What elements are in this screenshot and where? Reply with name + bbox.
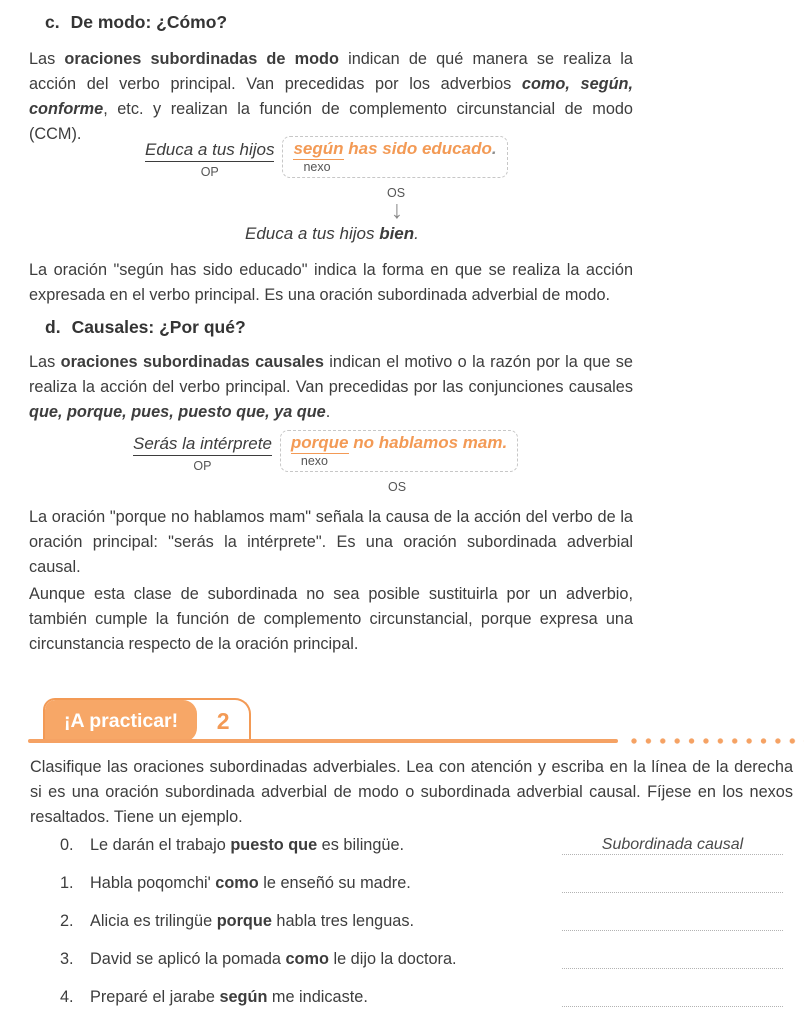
practice-badge-number: 2: [216, 707, 230, 734]
section-d-heading: [45, 317, 246, 338]
subordinate-clause: según has sido educado.: [293, 139, 497, 158]
example-diagram-modo: [145, 140, 508, 244]
os-label: OS: [388, 480, 407, 494]
item-number: 0.: [60, 836, 74, 854]
example-diagram-causal: [133, 434, 518, 494]
section-title: Causales: ¿Por qué?: [71, 317, 246, 337]
main-clause: Educa a tus hijos: [145, 140, 274, 162]
section-d-intro: Las oraciones subordinadas causales indican el motivo o la razón por la que se realiza la acción del verbo principal. Van precedidas por las conjunciones causales que, porque, pues, puesto que, ya que.: [29, 353, 633, 421]
op-label: OP: [193, 459, 212, 473]
main-clause-group: [145, 140, 274, 179]
section-letter: c.: [45, 12, 60, 32]
section-title: De modo: ¿Cómo?: [70, 12, 228, 32]
answer-line: [562, 866, 783, 893]
subordinate-clause-box: [282, 136, 507, 178]
item-text: Le darán el trabajo puesto que es bilingüe.: [90, 836, 405, 854]
divider-line: [28, 739, 618, 743]
exercise-item: [60, 988, 783, 1013]
practice-badge-label: ¡A practicar!: [45, 700, 197, 742]
item-text: Habla poqomchi' como le enseñó su madre.: [90, 874, 411, 892]
item-text: Preparé el jarabe según me indicaste.: [90, 988, 368, 1006]
subordinate-clause-box: [280, 430, 518, 472]
op-label: OP: [200, 165, 219, 179]
section-c-intro: Las oraciones subordinadas de modo indican de qué manera se realiza la acción del verbo principal. Van precedidas por los adverbios como, según, conforme, etc. y realizan la función de complemento circunstancial de modo (CCM).: [29, 50, 633, 143]
answer-line: [562, 980, 783, 1007]
exercise-item: [60, 950, 783, 975]
section-letter: d.: [45, 317, 61, 337]
subordinate-clause: porque no hablamos mam.: [290, 433, 508, 452]
result-sentence: Educa a tus hijos bien.: [245, 224, 419, 243]
item-text: David se aplicó la pomada como le dijo la doctora.: [90, 950, 457, 968]
exercise-item: [60, 836, 783, 861]
exercise-item: [60, 874, 783, 899]
section-c-heading: [45, 12, 227, 33]
answer-text: Subordinada causal: [601, 836, 744, 853]
item-number: 3.: [60, 950, 74, 968]
main-clause-group: [133, 434, 272, 473]
main-clause: Serás la intérprete: [133, 434, 272, 456]
answer-line: [562, 904, 783, 931]
section-c-explanation: La oración "según has sido educado" indica la forma en que se realiza la acción expresada en el verbo principal. Es una oración subordinada adverbial de modo.: [29, 261, 633, 304]
section-d-note: Aunque esta clase de subordinada no sea posible sustituirla por un adverbio, también cumple la función de complemento circunstancial, porque expresa una circunstancia respecto de la oración principal.: [29, 585, 633, 653]
item-text: Alicia es trilingüe porque habla tres lenguas.: [90, 912, 414, 930]
nexo-label: nexo: [303, 160, 331, 174]
section-d-explanation: La oración "porque no hablamos mam" señala la causa de la acción del verbo de la oración principal: "serás la intérprete". Es una oración subordinada adverbial causal.: [29, 508, 633, 576]
nexo-label: nexo: [300, 454, 329, 468]
exercise-item: [60, 912, 783, 937]
item-number: 4.: [60, 988, 74, 1006]
practice-badge: [43, 698, 251, 742]
os-label: OS: [387, 186, 406, 200]
answer-line: [562, 828, 783, 855]
item-number: 1.: [60, 874, 74, 892]
down-arrow-icon: ↓: [390, 196, 404, 224]
item-number: 2.: [60, 912, 74, 930]
exercise-list: [60, 836, 783, 1024]
divider-dots: [631, 738, 804, 744]
answer-line: [562, 942, 783, 969]
practice-instructions: Clasifique las oraciones subordinadas adverbiales. Lea con atención y escriba en la línea de la derecha si es una oración subordinada adverbial de modo o subordinada adverbial causal. Fíjese en los nexos resaltados. Tiene un ejemplo.: [30, 758, 793, 826]
